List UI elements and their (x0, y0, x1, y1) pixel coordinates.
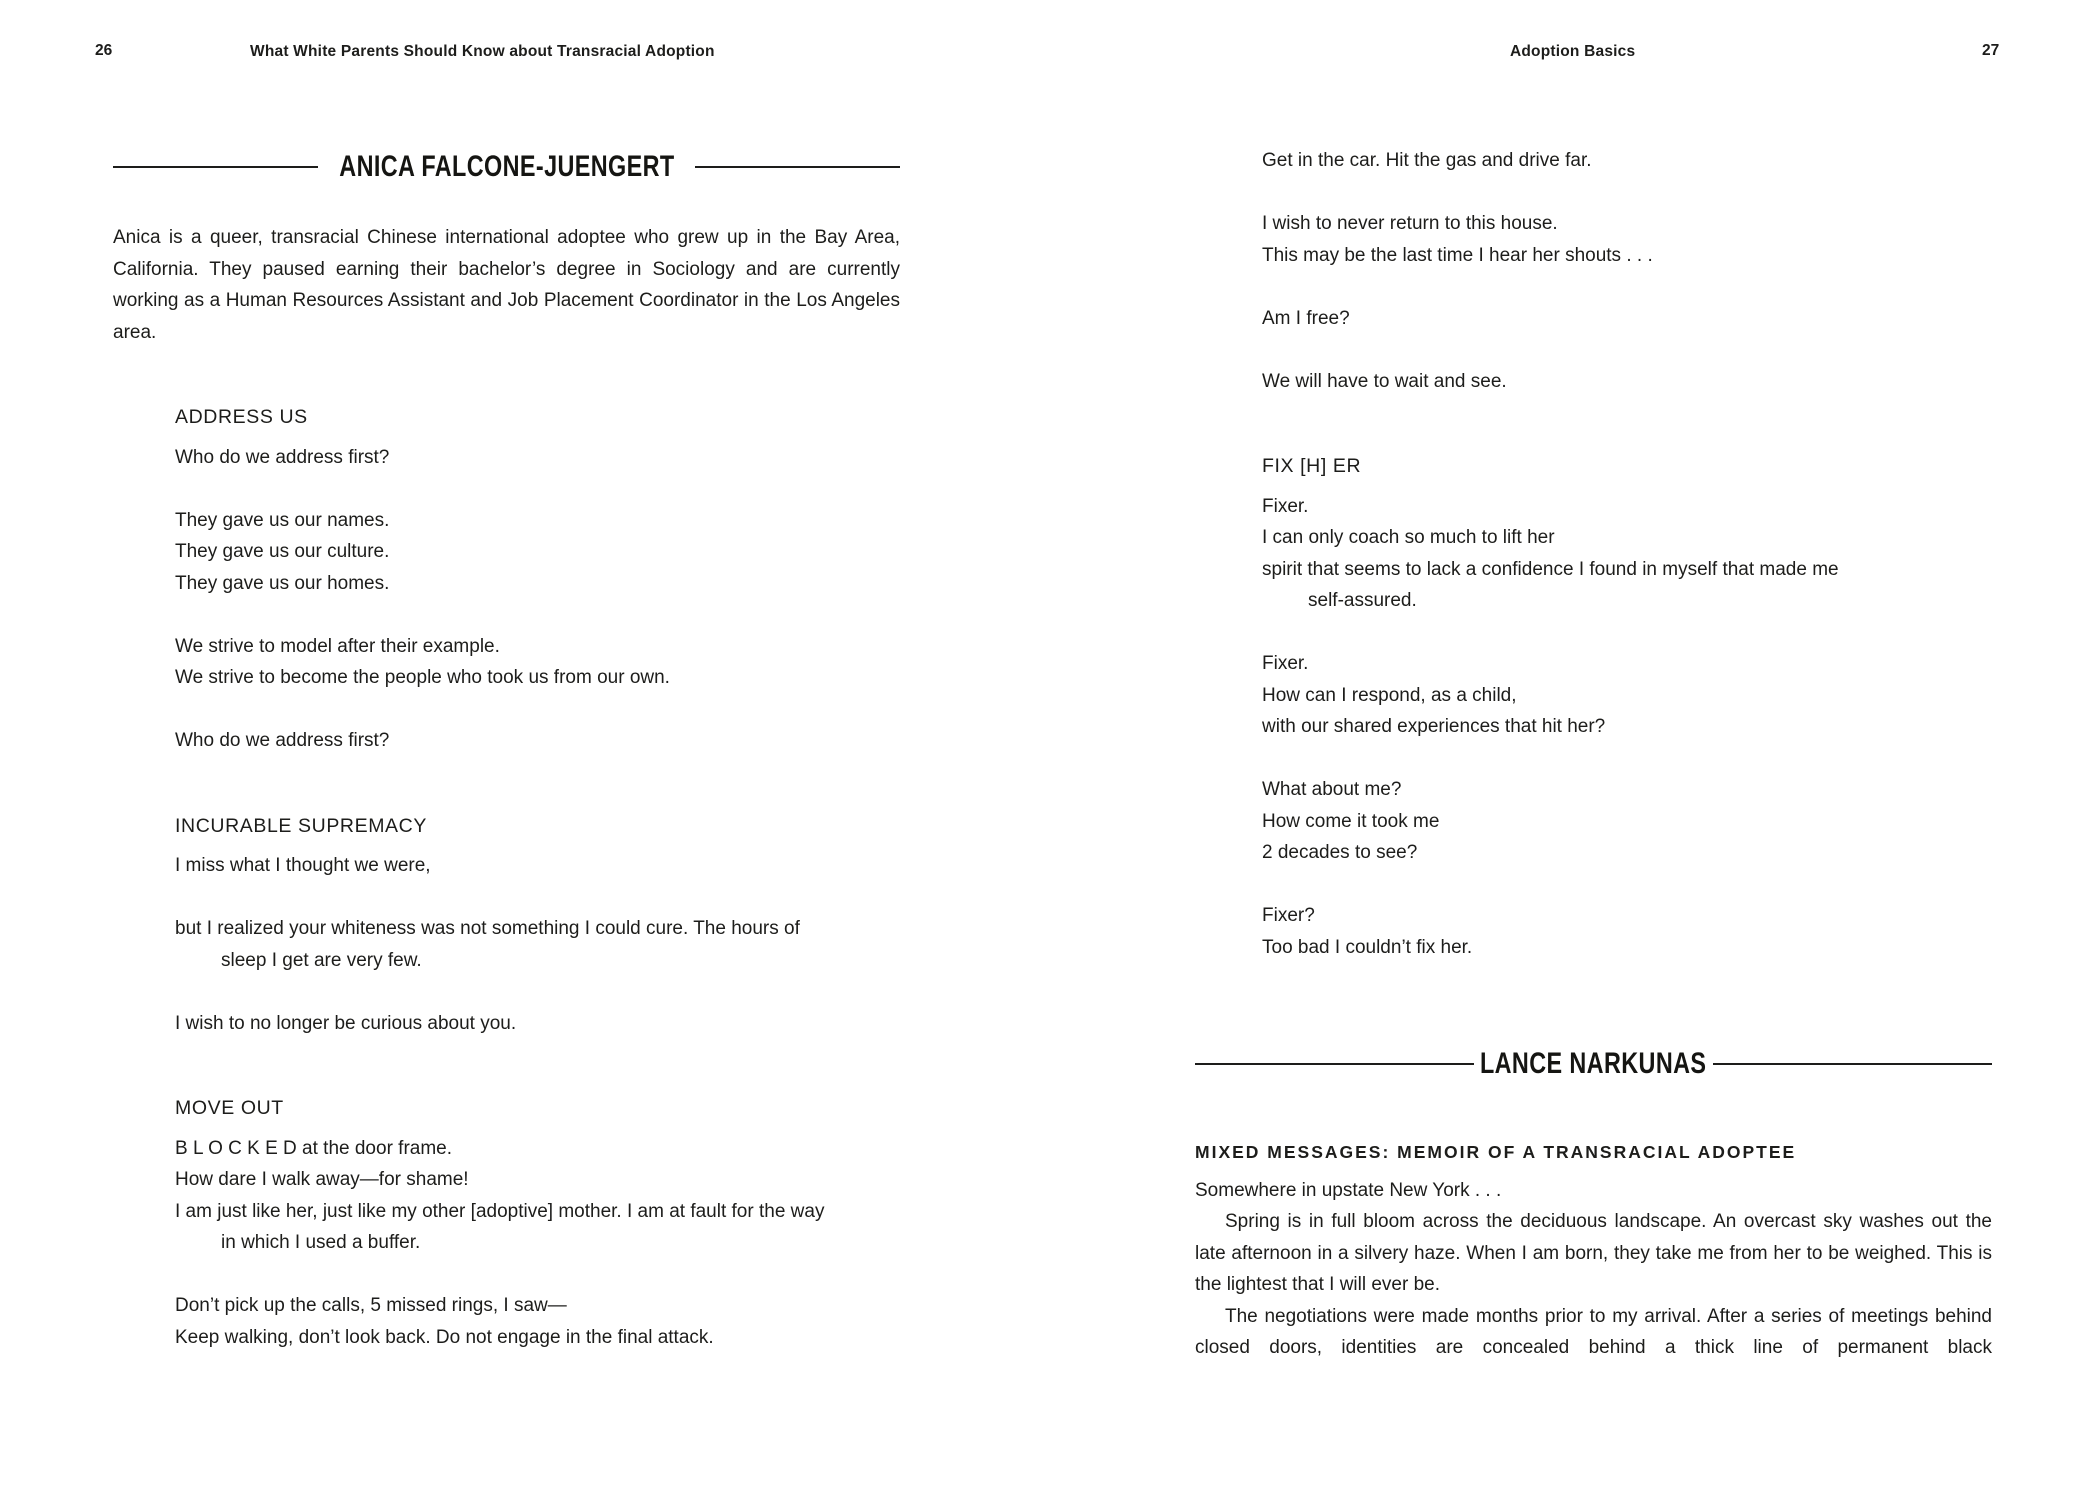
poem-line: Fixer. (1262, 653, 1309, 674)
poem-line: but I realized your whiteness was not something I could cure. The hours of (175, 918, 800, 939)
stanza-gap (1262, 617, 1992, 649)
prose-intro: Somewhere in upstate New York . . . (1195, 1179, 1502, 1201)
poem-incurable-supremacy (175, 811, 900, 1040)
poem-line: Fixer. (1262, 495, 1309, 517)
poem-body (175, 442, 900, 757)
poem-line: How can I respond, as a child, (1262, 684, 1517, 706)
poem-line: What about me? (1262, 779, 1402, 800)
stanza-gap (175, 473, 900, 505)
prose-paragraph: Spring is in full bloom across the deciduous landscape. An overcast sky washes out the late afternoon in a silvery haze. When I am born, they take me from her to be weighed. This is the lightest that I will ever be. (1195, 1211, 1992, 1295)
stanza-gap (1262, 334, 1992, 366)
poem-line: We strive to model after their example. (175, 635, 500, 657)
poem-move-out (175, 1093, 900, 1353)
poem-address-us (175, 402, 900, 757)
poem-line: They gave us our homes. (175, 572, 390, 594)
poem-line: We strive to become the people who took us from our own. (175, 667, 670, 688)
heading-rule-right (695, 166, 900, 168)
heading-rule-left (1195, 1063, 1474, 1065)
poem-line: Keep walking, don’t look back. Do not engage in the final attack. (175, 1326, 714, 1348)
poem-line: Fixer? (1262, 905, 1315, 926)
poem-body (1262, 491, 1992, 964)
poem-line: Don’t pick up the calls, 5 missed rings, I saw— (175, 1295, 567, 1316)
poem-body (175, 1133, 900, 1354)
poem-line: How come it took me (1262, 810, 1440, 832)
prose-paragraph: The negotiations were made months prior to my arrival. After a series of meetings behind closed doors, identities are concealed behind a thick line of permanent black (1195, 1305, 1992, 1358)
stanza-gap (175, 1259, 900, 1291)
poem-line: spirit that seems to lack a confidence I found in myself that made me (1262, 558, 1839, 580)
poem-fix-her (1262, 451, 1992, 963)
poem-line: I wish to no longer be curious about you. (175, 1012, 517, 1034)
left-content-column (113, 150, 900, 1353)
author-name: LANCE NARKUNAS (1480, 1047, 1707, 1080)
poem-line: They gave us our names. (175, 509, 390, 531)
stanza-gap (1262, 743, 1992, 775)
poem-line: 2 decades to see? (1262, 842, 1418, 863)
author-heading (1195, 1047, 1992, 1081)
poem-body (175, 850, 900, 1039)
poem-line: Am I free? (1262, 307, 1350, 329)
poem-line: This may be the last time I hear her shouts . . . (1262, 244, 1653, 266)
poem-title: FIX [H] ER (1262, 455, 1362, 477)
poem-line: I wish to never return to this house. (1262, 213, 1558, 234)
poem-line: with our shared experiences that hit her? (1262, 716, 1606, 737)
running-header: Adoption Basics (1510, 43, 1636, 60)
poem-line: They gave us our culture. (175, 541, 390, 562)
stanza-gap (175, 976, 900, 1008)
poem-line: I am just like her, just like my other [adoptive] mother. I am at fault for the way (175, 1200, 825, 1222)
poem-line: Get in the car. Hit the gas and drive far. (1262, 150, 1592, 171)
page-right (1050, 0, 2100, 1500)
author-name: ANICA FALCONE-JUENGERT (338, 150, 675, 183)
page-number: 27 (1982, 42, 2000, 59)
poem-line: sleep I get are very few. (221, 949, 422, 971)
stanza-gap (1262, 177, 1992, 209)
stanza-gap (175, 694, 900, 726)
author-bio: Anica is a queer, transracial Chinese international adoptee who grew up in the Bay Area, California. They paused earning their bachelor’s degree in Sociology and are currently working as a Human Resources Assistant and Job Placement Coordinator in the Los Angeles area. (113, 227, 900, 343)
poem-line: I can only coach so much to lift her (1262, 527, 1555, 548)
stanza-gap (1262, 271, 1992, 303)
heading-rule-left (113, 166, 318, 168)
poem-continuation (1262, 145, 1992, 397)
stanza-gap (175, 882, 900, 914)
stanza-gap (175, 599, 900, 631)
page-number: 26 (95, 42, 113, 59)
poem-line: Who do we address first? (175, 446, 390, 468)
heading-rule-right (1713, 1063, 1992, 1065)
stanza-gap (1262, 869, 1992, 901)
running-header: What White Parents Should Know about Transracial Adoption (250, 43, 715, 60)
poem-line: How dare I walk away—for shame! (175, 1169, 469, 1190)
memoir-title: MIXED MESSAGES: MEMOIR OF A TRANSRACIAL ADOPTEE (1195, 1142, 1797, 1162)
poem-line: B L O C K E D at the door frame. (175, 1137, 453, 1159)
poem-body (1262, 145, 1992, 397)
poem-title: MOVE OUT (175, 1097, 284, 1119)
poem-line: Too bad I couldn’t fix her. (1262, 936, 1473, 958)
poem-line: Who do we address first? (175, 730, 390, 751)
poem-line: We will have to wait and see. (1262, 370, 1507, 392)
poem-line: self-assured. (1308, 590, 1417, 611)
poem-title: ADDRESS US (175, 406, 308, 428)
author-heading (113, 150, 900, 184)
poem-title: INCURABLE SUPREMACY (175, 814, 427, 837)
poem-line: in which I used a buffer. (221, 1232, 421, 1253)
poem-line: I miss what I thought we were, (175, 855, 431, 876)
right-content-column (1195, 145, 1992, 1364)
